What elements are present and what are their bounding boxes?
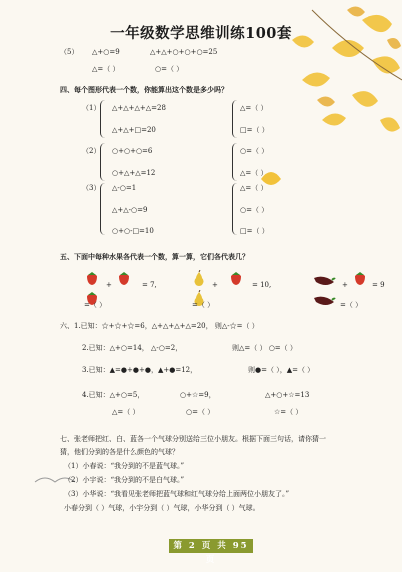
q4-1-brace xyxy=(100,100,105,138)
q4-2-brace xyxy=(100,143,105,181)
q4-2-number: （2） xyxy=(82,147,101,155)
strawberry-icon xyxy=(352,270,368,286)
q6-line-4c: △+○+☆=13 xyxy=(265,391,310,399)
q4-3-equation-3: ○+○-□=10 xyxy=(112,227,154,235)
q4-1-answer-1: △=（ ） xyxy=(240,104,268,112)
fruit-plus-a: + xyxy=(106,281,112,289)
fruit-plus-b: + xyxy=(212,281,218,289)
q4-3-answer-brace xyxy=(232,183,237,235)
section-5-heading: 五、下面中每种水果各代表一个数，算一算，它们各代表几？ xyxy=(60,252,249,261)
q4-2-equation-2: ○+△+△=12 xyxy=(112,169,156,177)
q4-3-number: （3） xyxy=(82,184,101,192)
fruit-equation-a: = 7, xyxy=(142,281,157,289)
q4-3-brace xyxy=(100,183,105,235)
q6-line-4f: ☆=（ ） xyxy=(274,408,303,416)
q6-line-4a: 4.已知：△+○=5， xyxy=(82,391,145,399)
q6-line-2b: 则△=（ ） ○=（ ） xyxy=(232,344,297,352)
section-4-heading: 四、每个图形代表一个数，你能算出这个数是多少吗？ xyxy=(60,85,228,94)
fruit-plus-c: + xyxy=(342,281,348,289)
q6-line-4b: ○+☆=9， xyxy=(180,391,216,399)
q4-2-equation-1: ○+○+○=6 xyxy=(112,147,153,155)
q4-1-answer-brace xyxy=(232,100,237,138)
q7-line-5: （3）小华说：“我看见张老师把蓝气球和红气球分给上面两位小朋友了。” xyxy=(64,490,290,498)
page-number-footer: 第 2 页 共 95 页 xyxy=(169,539,253,553)
q5-answer-1: △=（ ） xyxy=(92,65,120,73)
q7-line-1: 七、张老师把红、白、蓝各一个气球分别送给三位小朋友。根据下面三句话，请你猜一 xyxy=(60,435,326,443)
q6-line-3a: 3.已知：▲=●+●+●，▲+●=12， xyxy=(82,366,198,374)
fruit-answer-b: =（ ） xyxy=(192,301,215,309)
q4-2-answer-2: △=（ ） xyxy=(240,169,268,177)
fruit-equation-b: = 10, xyxy=(252,281,272,289)
q6-line-1: 六、1.已知：☆+☆+☆=6，△+△+△+△=20， 则△-☆=（ ） xyxy=(60,322,259,330)
page-title: 一年级数学思维训练100套 xyxy=(110,25,292,42)
q4-1-number: （1） xyxy=(82,104,101,112)
q5-equation-2: △+△+○+○+○=25 xyxy=(150,48,218,56)
q4-3-answer-2: ○=（ ） xyxy=(240,206,269,214)
q4-1-equation-2: △+△+□=20 xyxy=(112,126,156,134)
q4-1-equation-1: △+△+△+△=28 xyxy=(112,104,166,112)
q7-line-2: 猜，他们分到的各是什么颜色的气球？ xyxy=(60,448,179,456)
strawberry-icon xyxy=(116,270,132,286)
q6-line-4e: ○=（ ） xyxy=(186,408,215,416)
q5-number: （5） xyxy=(60,48,79,56)
fruit-equation-c: = 9 xyxy=(372,281,385,289)
q7-line-6: 小春分到（ ）气球，小宇分到（ ）气球，小华分到（ ）气球。 xyxy=(64,504,260,512)
q6-line-4d: △=（ ） xyxy=(112,408,140,416)
eggplant-icon xyxy=(312,274,336,286)
q4-2-answer-brace xyxy=(232,143,237,181)
q6-line-3b: 则●=（ ），▲=（ ） xyxy=(248,366,315,374)
strawberry-icon xyxy=(84,270,100,286)
q5-answer-2: ○=（ ） xyxy=(155,65,184,73)
q6-line-2a: 2.已知：△+○=14， △-○=2， xyxy=(82,344,183,352)
q4-3-equation-1: △-○=1 xyxy=(112,184,137,192)
q7-line-4: （2）小宇说：“我分到的不是白气球。” xyxy=(64,476,185,484)
q4-3-answer-3: □=（ ） xyxy=(240,227,269,235)
fruit-answer-c: =（ ） xyxy=(340,301,363,309)
q7-line-3: （1）小春说：“我分到的不是蓝气球。” xyxy=(64,462,185,470)
q5-equation-1: △+○=9 xyxy=(92,48,120,56)
eggplant-icon xyxy=(312,294,336,306)
fruit-answer-a: =（ ） xyxy=(84,301,107,309)
strawberry-icon xyxy=(228,270,244,286)
q4-2-answer-1: ○=（ ） xyxy=(240,147,269,155)
q4-3-equation-2: △+△-○=9 xyxy=(112,206,148,214)
pear-icon xyxy=(192,270,206,287)
q4-1-answer-2: □=（ ） xyxy=(240,126,269,134)
q4-3-answer-1: △=（ ） xyxy=(240,184,268,192)
